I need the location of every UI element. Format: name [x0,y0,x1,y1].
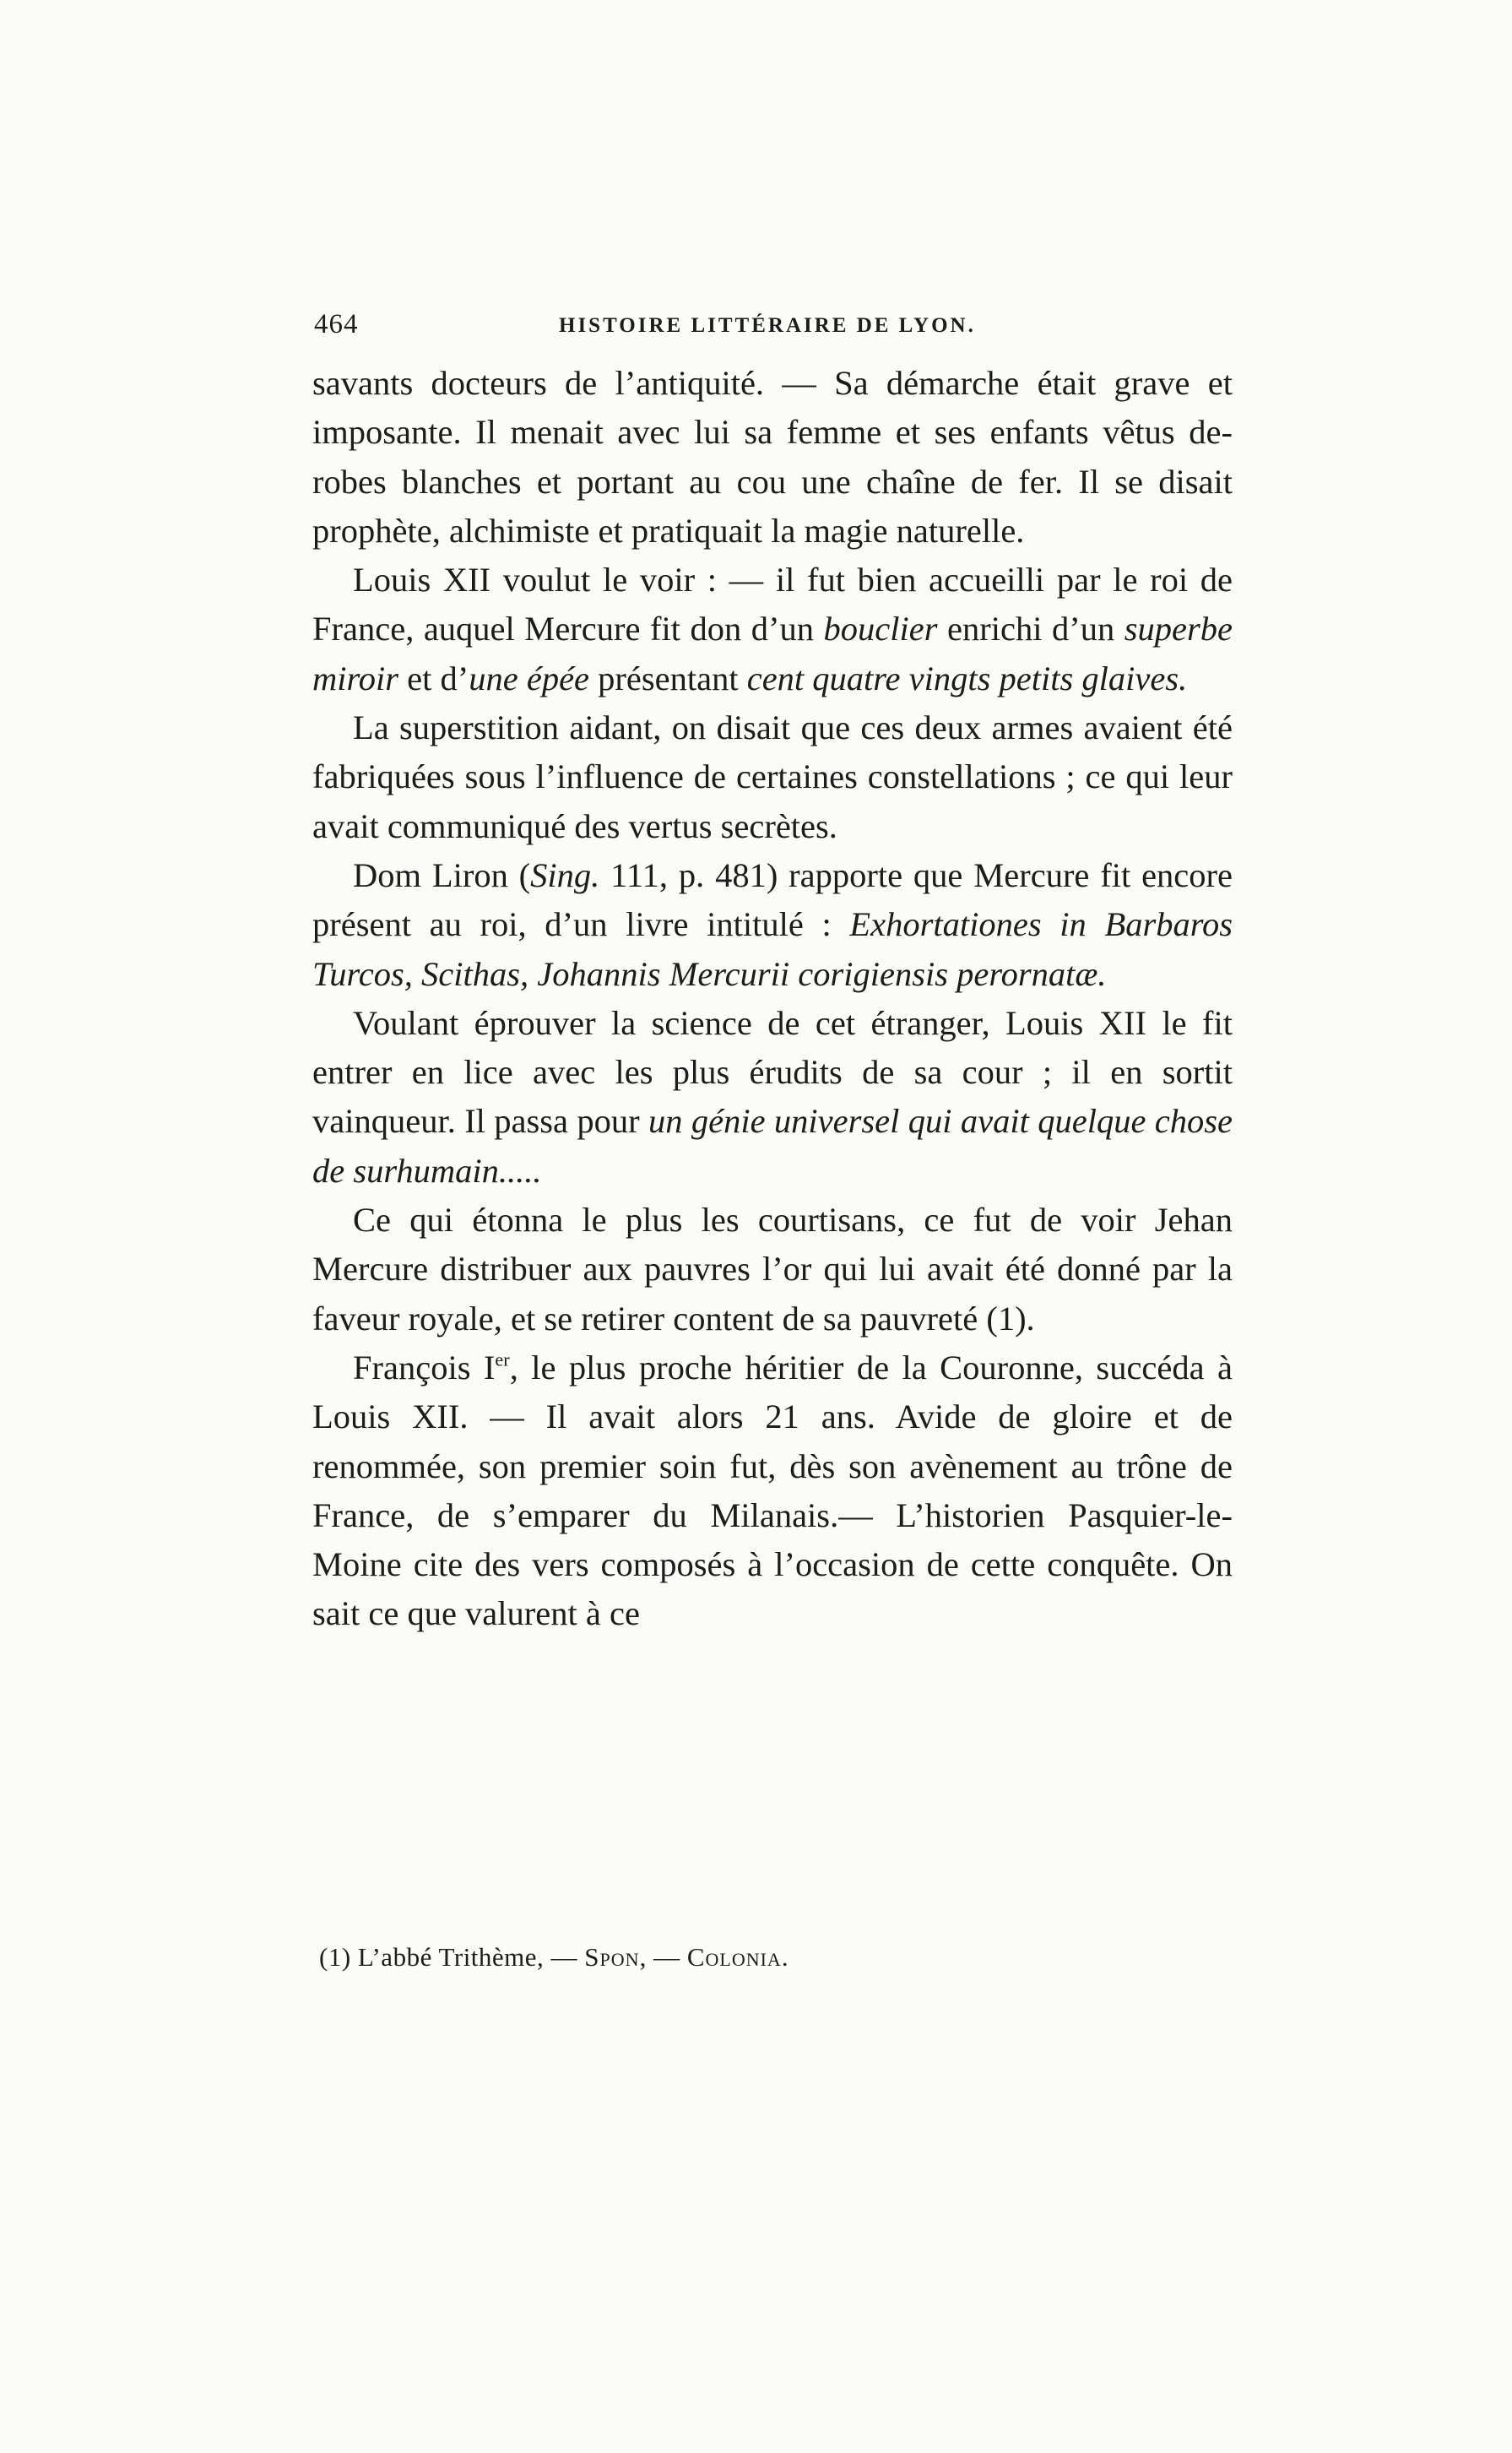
page-number: 464 [314,309,359,339]
paragraph-6: Ce qui étonna le plus les courtisans, ce fut de voir Jehan Mercure distribuer aux pauvres l’or qui lui avait été donné par la faveur royale, et se retirer content de sa pauvreté (1). [312,1201,1233,1338]
paragraph-2: Louis XII voulut le voir : — il fut bien accueilli par le roi de France, auquel Mercure fit don d’un bouclier enrichi d’un superbe miroir et d’une épée présentant cent quatre vingts petits glaives. [312,561,1233,697]
running-head: HISTOIRE LITTÉRAIRE DE LYON. [559,314,976,337]
paragraph-5: Voulant éprouver la science de cet étranger, Louis XII le fit entrer en lice avec les plus érudits de sa cour ; il en sortit vainqueur. Il passa pour un génie universel qui avait quelque chose de surhumain..... [312,1003,1233,1190]
body-text [312,359,1233,1639]
footnote: (1) L’abbé Trithème, — Spon, — Colonia. [319,1942,789,1972]
page-header [314,309,1234,351]
paragraph-7: François Ier, le plus proche héritier de la Couronne, succéda à Louis XII. — Il avait alors 21 ans. Avide de gloire et de renommée, son premier soin fut, dès son avènement au trône de France, de s’emparer du Milanais.— L’historien Pasquier-le-Moine cite des vers composés à l’occasion de cette conquête. On sait ce que valurent à ce [312,1348,1233,1633]
paragraph-4: Dom Liron (Sing. 111, p. 481) rapporte que Mercure fit encore présent au roi, d’un livre intitulé : Exhortationes in Barbaros Turcos, Scithas, Johannis Mercurii corigiensis perornatæ. [312,855,1233,993]
paragraph-1: savants docteurs de l’antiquité. — Sa démarche était grave et imposante. Il menait avec lui sa femme et ses enfants vêtus de-robes blanches et portant au cou une chaîne de fer. Il se disait prophète, alchimiste et pratiquait la magie naturelle. [312,364,1233,550]
paragraph-3: La superstition aidant, on disait que ces deux armes avaient été fabriquées sous l’influence de certaines constellations ; ce qui leur avait communiqué des vertus secrètes. [312,708,1233,845]
